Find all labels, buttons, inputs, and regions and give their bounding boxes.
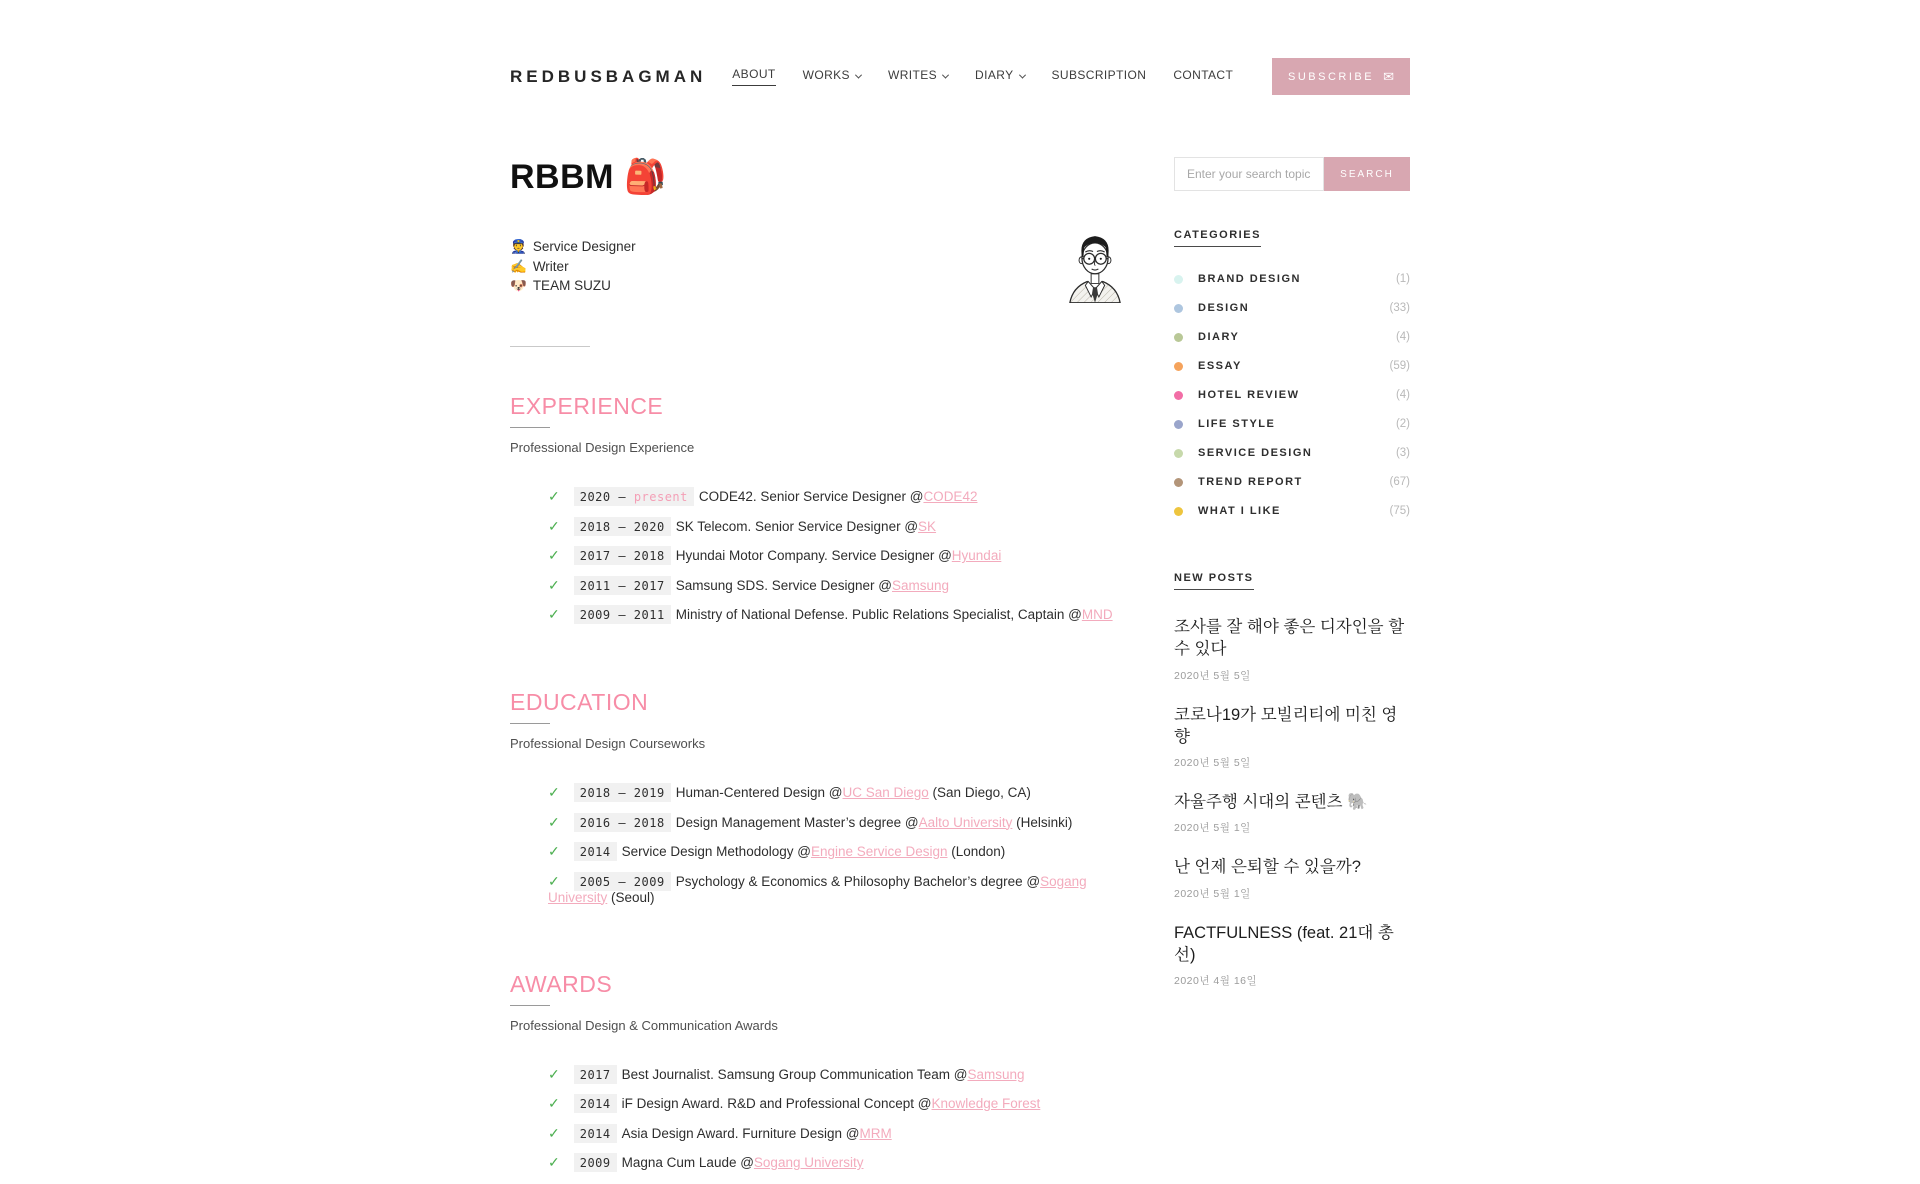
- nav-item-label: DIARY: [975, 68, 1013, 82]
- category-dot: [1174, 507, 1183, 516]
- category-count: (2): [1396, 418, 1410, 430]
- nav-item-label: WRITES: [888, 68, 937, 82]
- check-icon: ✓: [548, 1095, 560, 1111]
- nav-item-label: WORKS: [803, 68, 850, 82]
- check-icon: ✓: [548, 1066, 560, 1082]
- category-count: (4): [1396, 331, 1410, 343]
- category-label: DIARY: [1198, 331, 1239, 343]
- resume-link[interactable]: Samsung: [892, 578, 949, 593]
- post-title-link[interactable]: FACTFULNESS (feat. 21대 총선): [1174, 922, 1410, 967]
- resume-item-text: Human-Centered Design @: [676, 785, 843, 800]
- check-icon: ✓: [548, 577, 560, 593]
- period-code: 2020 — present: [574, 487, 694, 506]
- category-label: HOTEL REVIEW: [1198, 389, 1300, 401]
- category-dot: [1174, 333, 1183, 342]
- category-count: (33): [1390, 302, 1410, 314]
- post-date: 2020년 5월 5일: [1174, 668, 1410, 683]
- category-count: (1): [1396, 273, 1410, 285]
- category-label: TREND REPORT: [1198, 476, 1303, 488]
- main-nav: [732, 67, 1233, 86]
- nav-item[interactable]: [975, 68, 1024, 86]
- resume-section: [510, 971, 1132, 1172]
- period-code: 2018 — 2020: [574, 517, 671, 536]
- resume-item-text: Samsung SDS. Service Designer @: [676, 578, 892, 593]
- category-item[interactable]: [1174, 302, 1410, 314]
- main-column: [510, 157, 1132, 1184]
- resume-link[interactable]: MRM: [859, 1126, 891, 1141]
- nav-item[interactable]: [888, 68, 948, 86]
- profile-line: [510, 257, 636, 277]
- nav-item[interactable]: [732, 67, 775, 86]
- avatar: [1066, 231, 1124, 308]
- resume-item-text: Best Journalist. Samsung Group Communication Team @: [622, 1067, 968, 1082]
- resume-link[interactable]: SK: [918, 519, 936, 534]
- category-count: (3): [1396, 447, 1410, 459]
- resume-item-suffix: (San Diego, CA): [929, 785, 1031, 800]
- category-dot: [1174, 449, 1183, 458]
- resume-item-text: Psychology & Economics & Philosophy Bachelor’s degree @: [676, 874, 1040, 889]
- check-icon: ✓: [548, 814, 560, 830]
- post-date: 2020년 5월 5일: [1174, 755, 1410, 770]
- resume-item-text: SK Telecom. Senior Service Designer @: [676, 519, 918, 534]
- search-bar: [1174, 157, 1410, 191]
- category-count: (59): [1390, 360, 1410, 372]
- post-item: [1174, 922, 1410, 989]
- category-count: (67): [1390, 476, 1410, 488]
- resume-item-text: CODE42. Senior Service Designer @: [699, 489, 924, 504]
- nav-item[interactable]: [1173, 68, 1233, 86]
- resume-item-text: Service Design Methodology @: [622, 844, 811, 859]
- post-item: [1174, 616, 1410, 683]
- category-count: (75): [1390, 505, 1410, 517]
- category-label: ESSAY: [1198, 360, 1242, 372]
- search-button[interactable]: SEARCH: [1324, 157, 1410, 191]
- period-code: 2016 — 2018: [574, 813, 671, 832]
- resume-item: [548, 1095, 1132, 1112]
- resume-item-suffix: (Helsinki): [1012, 815, 1072, 830]
- divider: [510, 346, 590, 347]
- category-label: LIFE STYLE: [1198, 418, 1275, 430]
- check-icon: ✓: [548, 784, 560, 800]
- avatar-illustration: [1066, 231, 1124, 303]
- subscribe-label: SUBSCRIBE: [1288, 71, 1374, 83]
- category-count: (4): [1396, 389, 1410, 401]
- new-posts-heading: NEW POSTS: [1174, 572, 1254, 590]
- check-icon: ✓: [548, 518, 560, 534]
- nav-item-label: CONTACT: [1173, 68, 1233, 82]
- chevron-down-icon: [942, 71, 949, 78]
- profile-text: Writer: [533, 259, 569, 274]
- period-code: 2005 — 2009: [574, 872, 671, 891]
- resume-section: [510, 393, 1132, 623]
- period-code: 2009: [574, 1153, 617, 1172]
- post-date: 2020년 5월 1일: [1174, 820, 1410, 835]
- resume-item-text: Design Management Master’s degree @: [676, 815, 919, 830]
- section-subtitle: Professional Design & Communication Awards: [510, 1018, 1132, 1033]
- category-item[interactable]: [1174, 505, 1410, 517]
- category-label: WHAT I LIKE: [1198, 505, 1281, 517]
- resume-item-suffix: (London): [948, 844, 1006, 859]
- envelope-icon: ✉: [1383, 70, 1394, 83]
- section-heading: EXPERIENCE: [510, 393, 1132, 420]
- resume-item: [548, 843, 1132, 860]
- post-date: 2020년 4월 16일: [1174, 973, 1410, 988]
- page-title: RBBM 🎒: [510, 157, 1132, 197]
- resume-item: [548, 814, 1132, 831]
- category-item[interactable]: [1174, 418, 1410, 430]
- category-dot: [1174, 478, 1183, 487]
- post-title-link[interactable]: 자율주행 시대의 콘텐츠 🐘: [1174, 791, 1410, 813]
- category-dot: [1174, 420, 1183, 429]
- nav-item[interactable]: [803, 68, 861, 86]
- resume-link[interactable]: UC San Diego: [843, 785, 929, 800]
- nav-item-label: SUBSCRIPTION: [1052, 68, 1147, 82]
- check-icon: ✓: [548, 547, 560, 563]
- category-dot: [1174, 304, 1183, 313]
- resume-item: [548, 488, 1132, 505]
- resume-link[interactable]: CODE42: [923, 489, 977, 504]
- resume-link[interactable]: Knowledge Forest: [932, 1096, 1041, 1111]
- resume-item-text: Hyundai Motor Company. Service Designer @: [676, 548, 952, 563]
- check-icon: ✓: [548, 488, 560, 504]
- category-item[interactable]: [1174, 273, 1410, 285]
- section-heading: EDUCATION: [510, 689, 1132, 716]
- section-heading: AWARDS: [510, 971, 1132, 998]
- profile-row: [510, 237, 1132, 308]
- section-subtitle: Professional Design Experience: [510, 440, 1132, 455]
- post-title-link[interactable]: 조사를 잘 해야 좋은 디자인을 할 수 있다: [1174, 616, 1410, 661]
- post-item: [1174, 791, 1410, 835]
- profile-emoji-icon: ✍️: [510, 259, 527, 274]
- period-code: 2017: [574, 1065, 617, 1084]
- category-item[interactable]: [1174, 389, 1410, 401]
- post-item: [1174, 856, 1410, 900]
- post-title-link[interactable]: 난 언제 은퇴할 수 있을까?: [1174, 856, 1410, 878]
- post-date: 2020년 5월 1일: [1174, 886, 1410, 901]
- section-subtitle: Professional Design Courseworks: [510, 736, 1132, 751]
- resume-item: [548, 1125, 1132, 1142]
- site-header: [510, 0, 1410, 95]
- check-icon: ✓: [548, 1154, 560, 1170]
- category-dot: [1174, 362, 1183, 371]
- profile-text: TEAM SUZU: [533, 278, 611, 293]
- profile-emoji-icon: 🐶: [510, 278, 527, 293]
- period-code: 2009 — 2011: [574, 605, 671, 624]
- chevron-down-icon: [1018, 71, 1025, 78]
- profile-text: Service Designer: [533, 239, 636, 254]
- post-title-link[interactable]: 코로나19가 모빌리티에 미친 영향: [1174, 704, 1410, 749]
- check-icon: ✓: [548, 1125, 560, 1141]
- resume-item-text: Ministry of National Defense. Public Relations Specialist, Captain @: [676, 607, 1082, 622]
- check-icon: ✓: [548, 843, 560, 859]
- nav-item-label: ABOUT: [732, 67, 775, 81]
- resume-link[interactable]: Hyundai: [952, 548, 1002, 563]
- heading-rule: [510, 427, 550, 428]
- category-label: BRAND DESIGN: [1198, 273, 1301, 285]
- resume-link[interactable]: Sogang University: [754, 1155, 864, 1170]
- period-code: 2011 — 2017: [574, 576, 671, 595]
- nav-item[interactable]: [1052, 68, 1147, 86]
- heading-rule: [510, 723, 550, 724]
- period-code: 2017 — 2018: [574, 546, 671, 565]
- resume-item-text: Magna Cum Laude @: [622, 1155, 754, 1170]
- resume-link[interactable]: Samsung: [968, 1067, 1025, 1082]
- profile-line: [510, 237, 636, 257]
- resume-link[interactable]: Engine Service Design: [811, 844, 948, 859]
- subscribe-button[interactable]: [1272, 58, 1410, 95]
- site-logo[interactable]: REDBUSBAGMAN: [510, 67, 706, 87]
- profile-line: [510, 276, 636, 296]
- resume-item: [548, 518, 1132, 535]
- category-item[interactable]: [1174, 476, 1410, 488]
- resume-item-suffix: (Seoul): [607, 890, 654, 905]
- search-input[interactable]: [1174, 157, 1324, 191]
- period-code: 2018 — 2019: [574, 783, 671, 802]
- resume-item-text: Asia Design Award. Furniture Design @: [622, 1126, 860, 1141]
- resume-item: [548, 577, 1132, 594]
- category-dot: [1174, 275, 1183, 284]
- resume-item: [548, 784, 1132, 801]
- resume-link[interactable]: Aalto University: [919, 815, 1013, 830]
- resume-item-text: iF Design Award. R&D and Professional Concept @: [622, 1096, 932, 1111]
- category-dot: [1174, 391, 1183, 400]
- period-code: 2014: [574, 842, 617, 861]
- category-label: DESIGN: [1198, 302, 1249, 314]
- heading-rule: [510, 1005, 550, 1006]
- category-item[interactable]: [1174, 447, 1410, 459]
- page: [510, 0, 1410, 1184]
- category-item[interactable]: [1174, 331, 1410, 343]
- resume-item: [548, 1154, 1132, 1171]
- category-label: SERVICE DESIGN: [1198, 447, 1312, 459]
- period-code: 2014: [574, 1124, 617, 1143]
- content: [510, 157, 1410, 1184]
- chevron-down-icon: [855, 71, 862, 78]
- resume-link[interactable]: MND: [1082, 607, 1113, 622]
- resume-section: [510, 689, 1132, 905]
- profile-emoji-icon: 👮: [510, 239, 527, 254]
- check-icon: ✓: [548, 606, 560, 622]
- category-item[interactable]: [1174, 360, 1410, 372]
- resume-item: [548, 606, 1132, 623]
- post-item: [1174, 704, 1410, 771]
- backpack-emoji: 🎒: [624, 158, 667, 196]
- resume-link[interactable]: Sogang University: [548, 874, 1087, 905]
- sidebar: [1174, 157, 1410, 1184]
- period-code: 2014: [574, 1094, 617, 1113]
- resume-item: [548, 873, 1132, 905]
- categories-heading: CATEGORIES: [1174, 229, 1261, 247]
- check-icon: ✓: [548, 873, 560, 889]
- resume-item: [548, 547, 1132, 564]
